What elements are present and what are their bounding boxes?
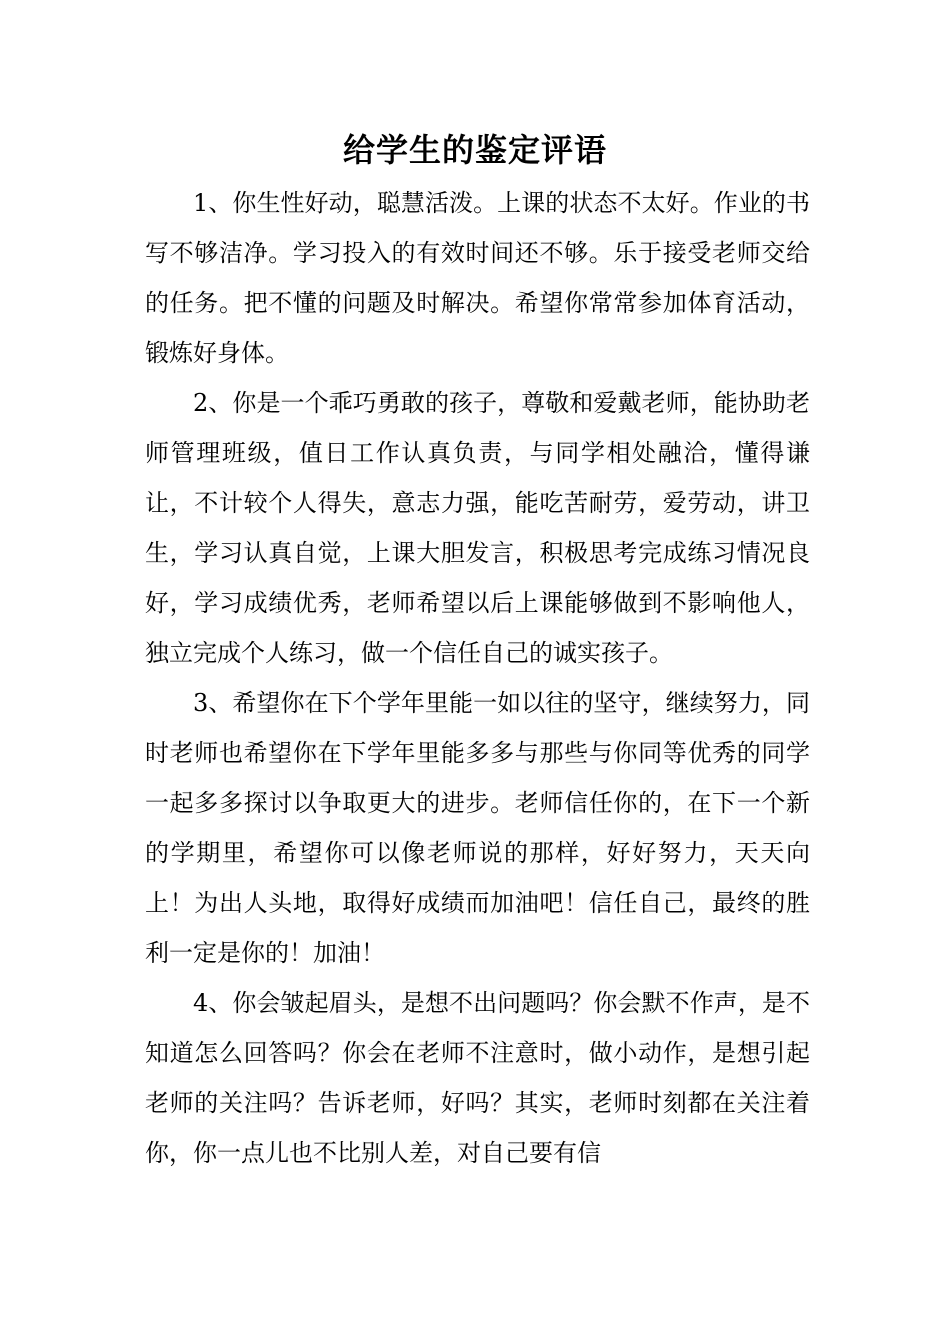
paragraph-3: 3、希望你在下个学年里能一如以往的坚守，继续努力，同时老师也希望你在下学年里能多多与那些与你同等优秀的同学一起多多探讨以争取更大的进步。老师信任你的，在下一个新的学期里，希望你可以像老师说的那样，好好努力，天天向上！为出人头地，取得好成绩而加油吧！信任自己，最终的胜利一定是你的！加油！: [145, 689, 810, 967]
document-title: 给学生的鉴定评语: [342, 131, 607, 169]
paragraph-1: 1、你生性好动，聪慧活泼。上课的状态不太好。作业的书写不够洁净。学习投入的有效时间还不够。乐于接受老师交给的任务。把不懂的问题及时解决。希望你常常参加体育活动，锻炼好身体。: [145, 189, 810, 367]
paragraph-2: 2、你是一个乖巧勇敢的孩子，尊敬和爱戴老师，能协助老师管理班级，值日工作认真负责，与同学相处融洽，懂得谦让，不计较个人得失，意志力强，能吃苦耐劳，爱劳动，讲卫生，学习认真自觉，上课大胆发言，积极思考完成练习情况良好，学习成绩优秀，老师希望以后上课能够做到不影响他人，独立完成个人练习，做一个信任自己的诚实孩子。: [145, 389, 810, 667]
document-body: [145, 178, 810, 1178]
paragraph-4: 4、你会皱起眉头，是想不出问题吗？你会默不作声，是不知道怎么回答吗？你会在老师不注意时，做小动作，是想引起老师的关注吗？告诉老师，好吗？其实，老师时刻都在关注着你，你一点儿也不比别人差，对自己要有信: [145, 989, 810, 1167]
